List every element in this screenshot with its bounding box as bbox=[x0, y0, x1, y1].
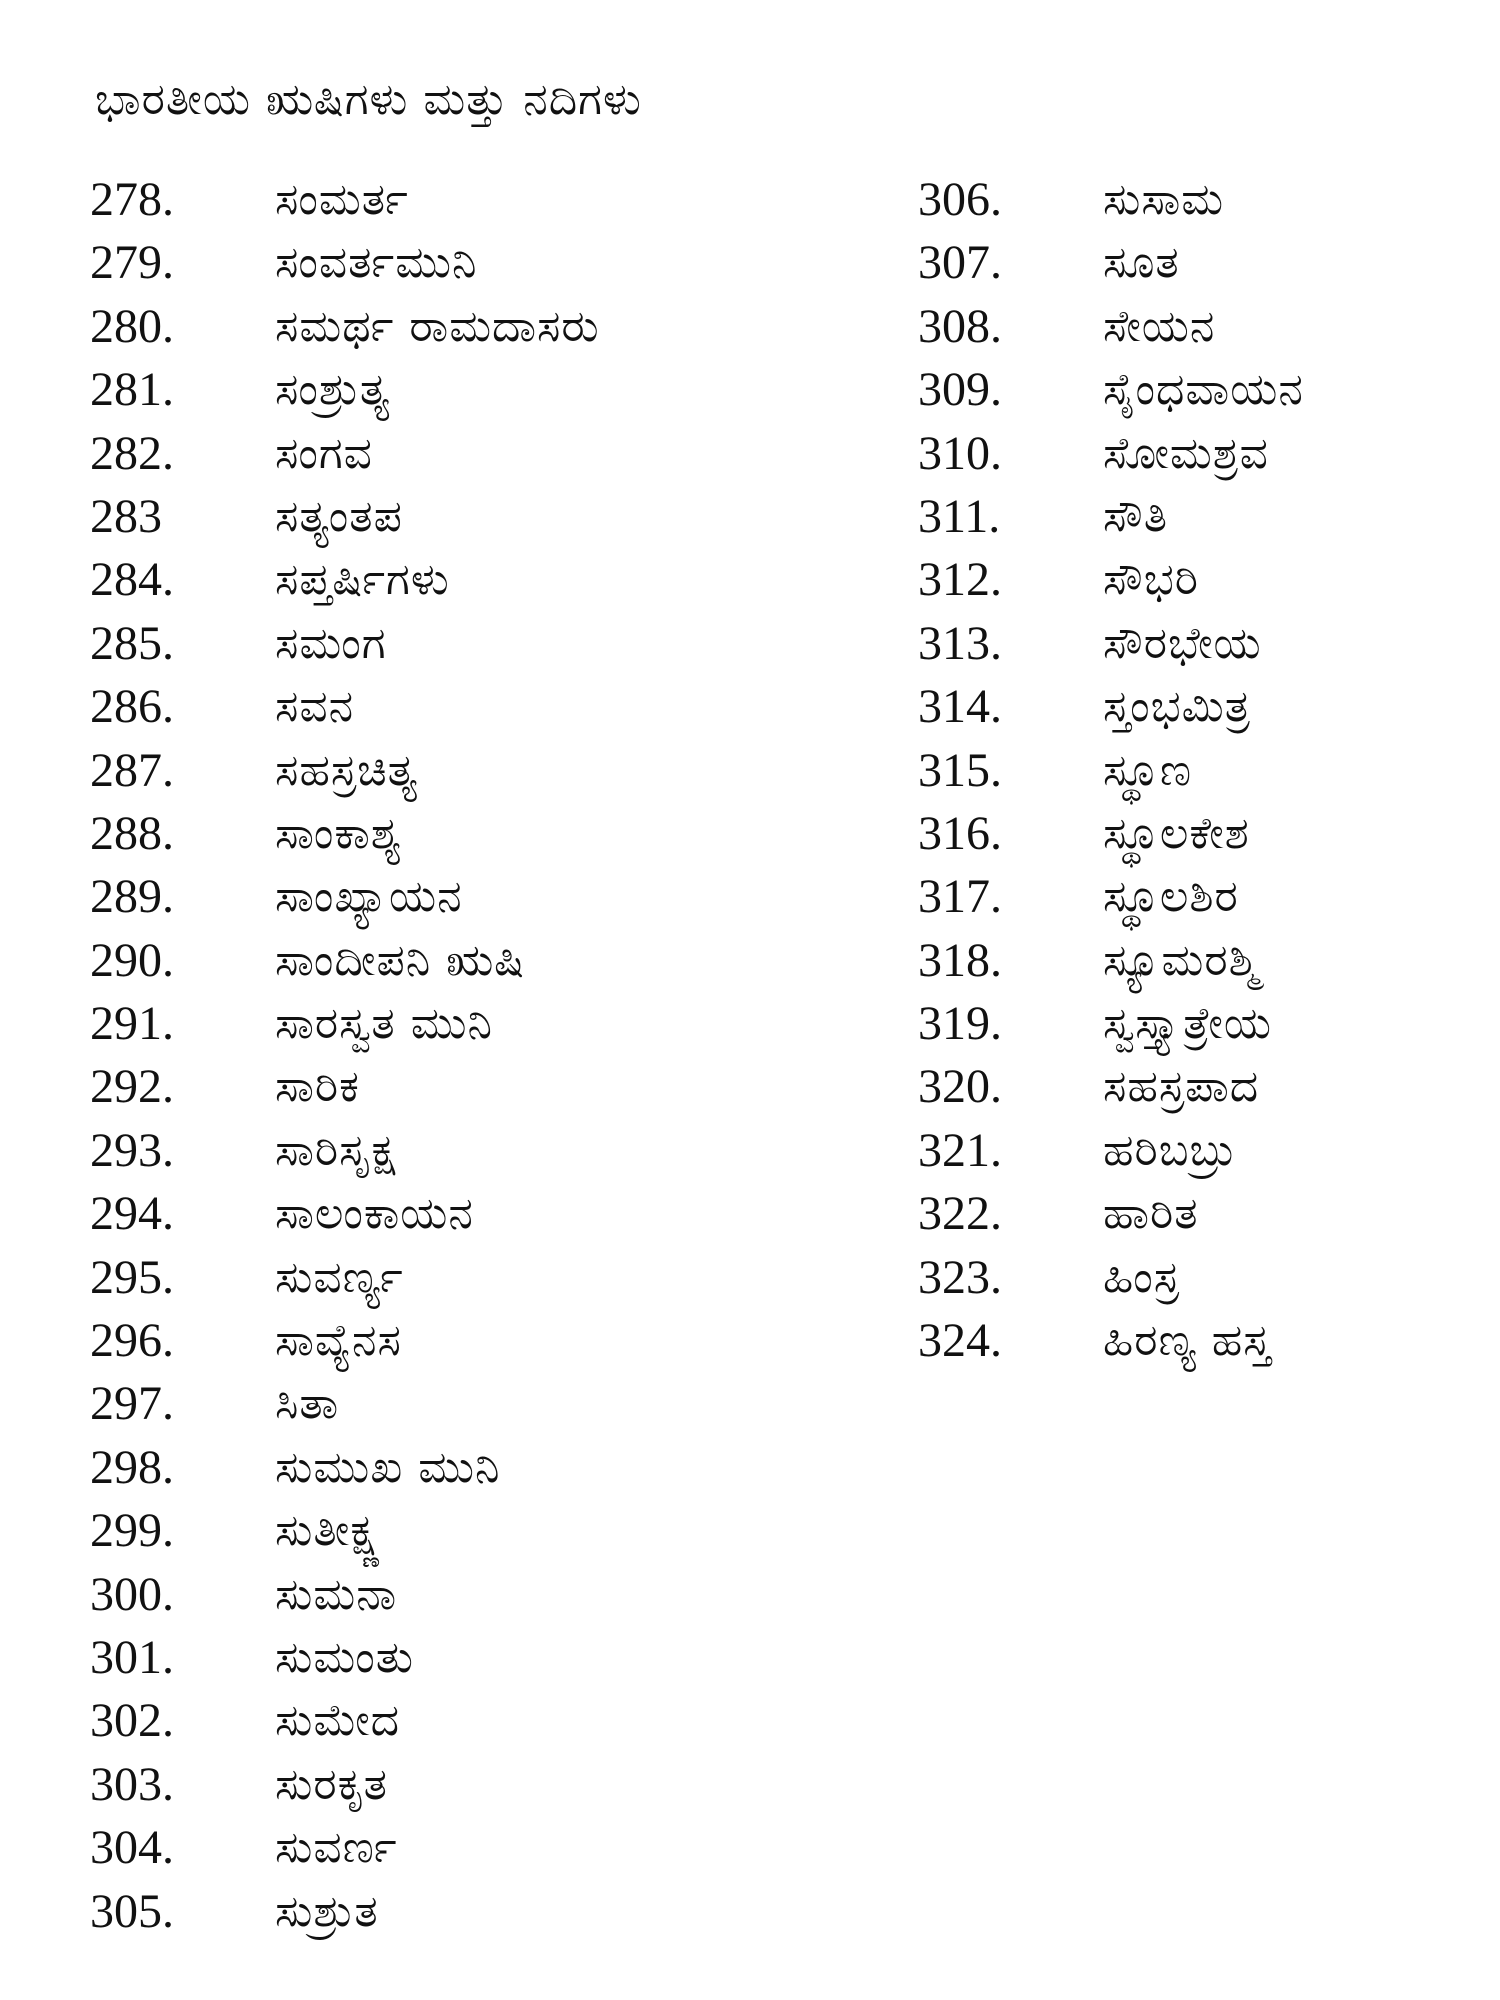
entry-name: ಸೋಮಶ್ರವ bbox=[1103, 427, 1269, 479]
entry-number: 323. bbox=[918, 1250, 1002, 1304]
entry-name: ಸುಮಂತು bbox=[275, 1631, 415, 1683]
entry-number: 282. bbox=[90, 426, 174, 480]
entry-number: 320. bbox=[918, 1060, 1002, 1114]
entry-name: ಸಂಶ್ರುತ್ಯ bbox=[275, 364, 391, 416]
entry-name: ಸುಮುಖ ಮುನಿ bbox=[275, 1441, 501, 1493]
entry-name: ಸುತೀಕ್ಷ್ಣ bbox=[275, 1505, 384, 1557]
entry-number: 293. bbox=[90, 1123, 174, 1177]
entry-number: 289. bbox=[90, 870, 174, 924]
entry-name: ಸ್ಥೂಲಕೇಶ bbox=[1103, 807, 1250, 859]
entry-number: 297. bbox=[90, 1377, 174, 1431]
entry-name: ಹಿರಣ್ಯ ಹಸ್ತ bbox=[1103, 1315, 1272, 1367]
entry-name: ಸಮರ್ಥ ರಾಮದಾಸರು bbox=[275, 300, 600, 352]
entry-number: 315. bbox=[918, 743, 1002, 797]
entry-name: ಸವನ bbox=[275, 681, 355, 733]
entry-number: 291. bbox=[90, 997, 174, 1051]
entry-number: 292. bbox=[90, 1060, 174, 1114]
entry-name: ಸಂಗವ bbox=[275, 427, 373, 479]
entry-name: ಸೂತ bbox=[1103, 237, 1180, 289]
entry-name: ಹಿಂಸ್ರ bbox=[1103, 1251, 1180, 1303]
entry-name: ಸೈಂಧವಾಯನ bbox=[1103, 364, 1304, 416]
entry-number: 322. bbox=[918, 1187, 1002, 1241]
entry-name: ಸಪ್ತರ್ಷಿಗಳು bbox=[275, 554, 450, 606]
entry-number: 305. bbox=[90, 1884, 174, 1938]
entry-number: 295. bbox=[90, 1250, 174, 1304]
entry-name: ಸೌತಿ bbox=[1103, 490, 1169, 542]
entry-number: 310. bbox=[918, 426, 1002, 480]
entry-number: 314. bbox=[918, 680, 1002, 734]
entry-number: 306. bbox=[918, 173, 1002, 226]
entry-number: 321. bbox=[918, 1123, 1002, 1177]
entry-name: ಸುಮೇದ bbox=[275, 1695, 401, 1747]
entry-name: ಹಾರಿತ bbox=[1103, 1188, 1199, 1240]
entry-name: ಸಾರಸ್ವತ ಮುನಿ bbox=[275, 998, 494, 1050]
entry-name: ಸಾಂಖ್ಯಾಯನ bbox=[275, 871, 463, 923]
entry-name: ಸಾಂಕಾಶ್ಯ bbox=[275, 807, 402, 859]
entry-number: 300. bbox=[90, 1567, 174, 1621]
entry-number: 284. bbox=[90, 553, 174, 607]
entry-name: ಸ್ವಸ್ತ್ಯಾತ್ರೇಯ bbox=[1103, 998, 1272, 1050]
entry-number: 285. bbox=[90, 616, 174, 670]
entry-name: ಸುಮನಾ bbox=[275, 1568, 398, 1620]
entry-name: ಸೌರಭೇಯ bbox=[1103, 617, 1262, 669]
entry-number: 311. bbox=[918, 489, 1001, 543]
entry-number: 298. bbox=[90, 1440, 174, 1494]
entry-name: ಸಾಲಂಕಾಯನ bbox=[275, 1188, 474, 1240]
entry-number: 303. bbox=[90, 1757, 174, 1811]
entry-name: ಸಹಸ್ರಚಿತ್ಯ bbox=[275, 744, 419, 796]
entry-name: ಸಂಮರ್ತ bbox=[275, 174, 409, 225]
entry-number: 316. bbox=[918, 806, 1002, 860]
entry-number: 283 bbox=[90, 489, 162, 543]
entry-name: ಸಹಸ್ರಪಾದ bbox=[1103, 1061, 1260, 1113]
entry-number: 301. bbox=[90, 1630, 174, 1684]
entry-name: ಸಾಂದೀಪನಿ ಋಷಿ bbox=[275, 934, 525, 986]
entry-number: 296. bbox=[90, 1314, 174, 1368]
page-header: ಭಾರತೀಯ ಋಷಿಗಳು ಮತ್ತು ನದಿಗಳು bbox=[95, 74, 642, 125]
entry-number: 308. bbox=[918, 299, 1002, 353]
entry-number: 286. bbox=[90, 680, 174, 734]
entry-name: ಸುಶ್ರುತ bbox=[275, 1885, 379, 1937]
entry-number: 318. bbox=[918, 933, 1002, 987]
entry-number: 324. bbox=[918, 1314, 1002, 1368]
entry-number: 302. bbox=[90, 1694, 174, 1748]
entry-name: ಸಾರಿಸೃಕ್ಷ bbox=[275, 1124, 397, 1176]
entry-number: 307. bbox=[918, 236, 1002, 290]
entry-name: ಸೌಭರಿ bbox=[1103, 554, 1200, 606]
entry-number: 278. bbox=[90, 173, 174, 226]
entry-number: 317. bbox=[918, 870, 1002, 924]
entry-name: ಸುವರ್ಣ್ಯ bbox=[275, 1251, 404, 1303]
entry-number: 304. bbox=[90, 1821, 174, 1875]
entry-name: ಸ್ಥೂಣ bbox=[1103, 744, 1193, 796]
entry-number: 309. bbox=[918, 363, 1002, 417]
entry-number: 294. bbox=[90, 1187, 174, 1241]
entry-name: ಸಮಂಗ bbox=[275, 617, 387, 669]
entry-number: 281. bbox=[90, 363, 174, 417]
entry-number: 319. bbox=[918, 997, 1002, 1051]
entry-number: 312. bbox=[918, 553, 1002, 607]
entry-number: 290. bbox=[90, 933, 174, 987]
entry-name: ಸ್ಥೂಲಶಿರ bbox=[1103, 871, 1239, 923]
entry-name: ಸುರಕೃತ bbox=[275, 1758, 388, 1810]
entry-number: 280. bbox=[90, 299, 174, 353]
entry-name: ಹರಿಬಬ್ರು bbox=[1103, 1124, 1237, 1176]
entry-name: ಸಿತಾ bbox=[275, 1378, 340, 1430]
entry-name: ಸಾವ್ಯೆನಸ bbox=[275, 1315, 402, 1367]
entry-number: 299. bbox=[90, 1504, 174, 1558]
entry-name: ಸಾರಿಕ bbox=[275, 1061, 360, 1113]
entry-name: ಸತ್ಯಂತಪ bbox=[275, 490, 403, 542]
entry-name: ಸ್ಯೂಮರಶ್ಮಿ bbox=[1103, 934, 1260, 986]
entry-name: ಸಂವರ್ತಮುನಿ bbox=[275, 237, 478, 289]
entry-number: 279. bbox=[90, 236, 174, 290]
entry-name: ಸೇಯನ bbox=[1103, 300, 1216, 352]
entry-number: 287. bbox=[90, 743, 174, 797]
entry-name: ಸುವರ್ಣ bbox=[275, 1822, 398, 1874]
entry-number: 313. bbox=[918, 616, 1002, 670]
entry-name: ಸ್ತಂಭಮಿತ್ರ bbox=[1103, 681, 1251, 733]
entry-name: ಸುಸಾಮ bbox=[1103, 174, 1225, 225]
entry-number: 288. bbox=[90, 806, 174, 860]
